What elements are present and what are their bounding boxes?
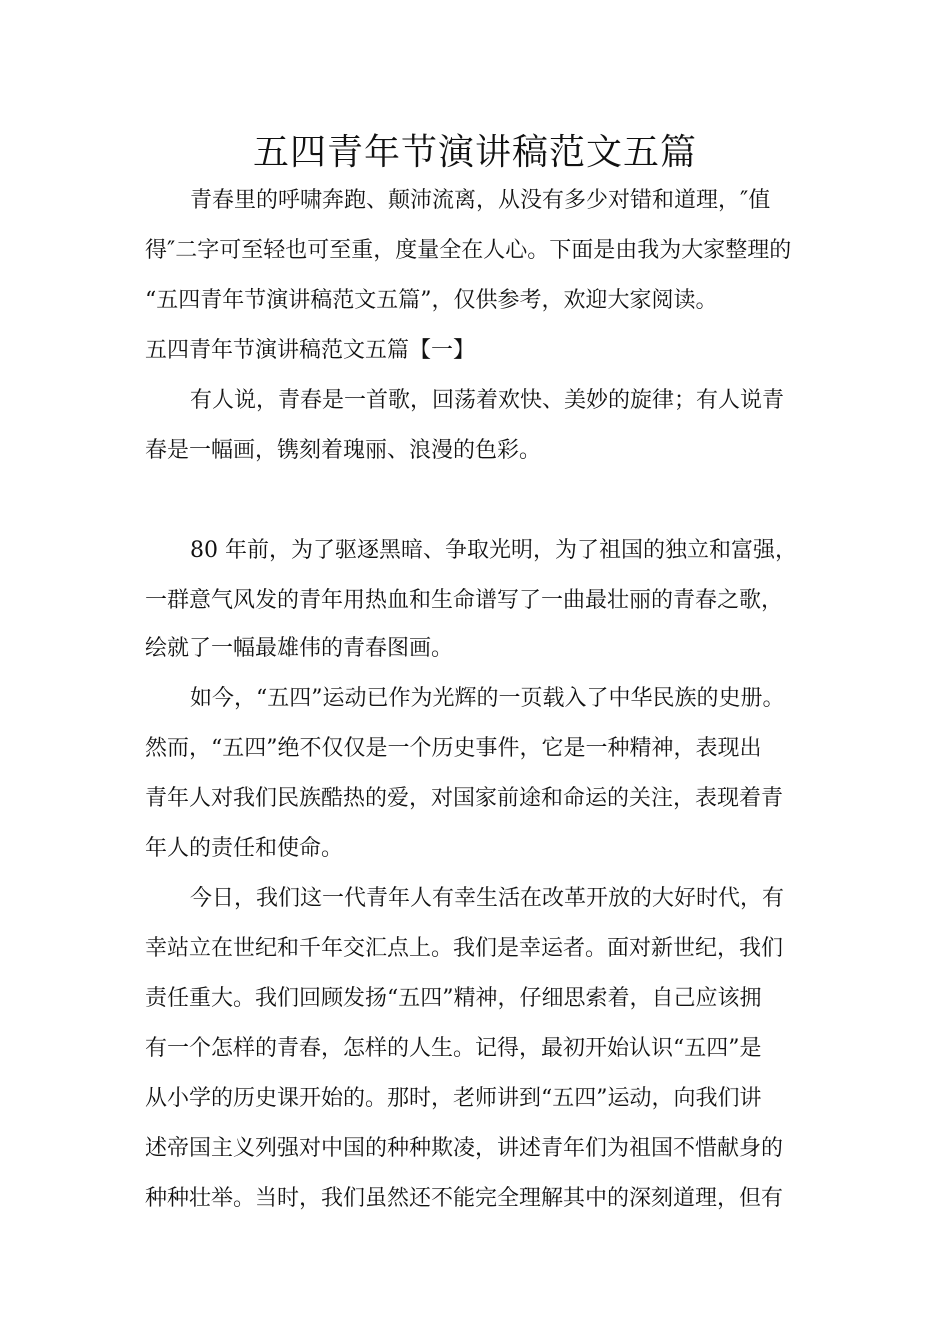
paragraph-2-line-3: 绘就了一幅最雄伟的青春图画。: [145, 636, 454, 661]
paragraph-4-line-4: 有一个怎样的青春，怎样的人生。记得，最初开始认识“五四”是: [145, 1036, 762, 1061]
paragraph-4-line-7: 种种壮举。当时，我们虽然还不能完全理解其中的深刻道理，但有: [145, 1186, 784, 1211]
paragraph-3-line-3: 青年人对我们民族酷热的爱，对国家前途和命运的关注，表现着青: [145, 786, 784, 811]
paragraph-1-line-1: 有人说，青春是一首歌，回荡着欢快、美妙的旋律；有人说青: [190, 388, 785, 413]
document-title: 五四青年节演讲稿范文五篇: [252, 132, 697, 173]
paragraph-4-line-5: 从小学的历史课开始的。那时，老师讲到“五四”运动，向我们讲: [145, 1086, 762, 1111]
paragraph-3-line-4: 年人的责任和使命。: [145, 836, 344, 861]
section-heading: 五四青年节演讲稿范文五篇【一】: [145, 338, 476, 363]
paragraph-3-line-2: 然而，“五四”绝不仅仅是一个历史事件，它是一种精神，表现出: [145, 736, 762, 761]
paragraph-4-line-6: 述帝国主义列强对中国的种种欺凌，讲述青年们为祖国不惜献身的: [145, 1136, 784, 1161]
paragraph-4-line-3: 责任重大。我们回顾发扬“五四”精神，仔细思索着，自己应该拥: [145, 986, 762, 1011]
paragraph-4-line-2: 幸站立在世纪和千年交汇点上。我们是幸运者。面对新世纪，我们: [145, 936, 784, 961]
intro-line-1: 青春里的呼啸奔跑、颠沛流离，从没有多少对错和道理，″值: [190, 188, 771, 213]
paragraph-2-line-2: 一群意气风发的青年用热血和生命谱写了一曲最壮丽的青春之歌，: [145, 588, 784, 613]
paragraph-2-line-1: 80 年前，为了驱逐黑暗、争取光明，为了祖国的独立和富强，: [190, 538, 797, 563]
intro-line-2: 得″二字可至轻也可至重，度量全在人心。下面是由我为大家整理的: [145, 238, 792, 263]
paragraph-3-line-1: 如今，“五四”运动已作为光辉的一页载入了中华民族的史册。: [190, 686, 785, 711]
intro-line-3: “五四青年节演讲稿范文五篇”，仅供参考，欢迎大家阅读。: [145, 288, 718, 313]
paragraph-4-line-1: 今日，我们这一代青年人有幸生活在改革开放的大好时代，有: [190, 886, 785, 911]
paragraph-1-line-2: 春是一幅画，镌刻着瑰丽、浪漫的色彩。: [145, 438, 542, 463]
